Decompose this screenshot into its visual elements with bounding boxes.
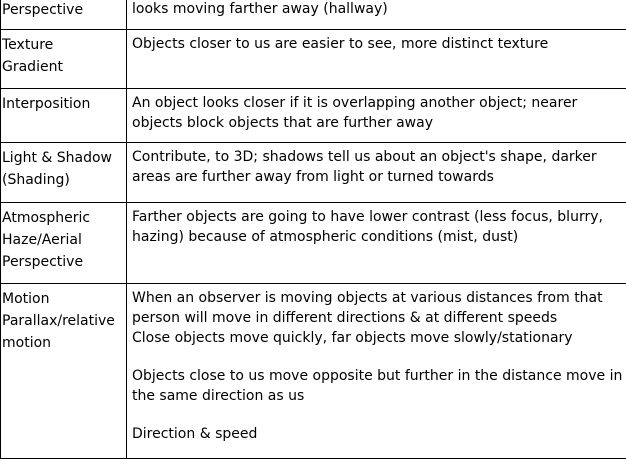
table-row (1, 143, 626, 203)
description-cell (127, 284, 626, 459)
description-cell (127, 89, 626, 143)
description-text: the same direction as us (132, 386, 626, 406)
term-text: (Shading) (2, 169, 126, 191)
paragraph-gap (132, 406, 626, 424)
description-text: objects block objects that are further away (132, 113, 626, 133)
term-cell (1, 30, 127, 89)
paragraph-gap (132, 348, 626, 366)
description-text: Farther objects are going to have lower contrast (less focus, blurry, (132, 207, 626, 227)
term-text: Perspective (2, 0, 126, 21)
term-text: Motion (2, 288, 126, 310)
description-text: When an observer is moving objects at various distances from that (132, 288, 626, 308)
description-text: areas are further away from light or turned towards (132, 167, 626, 187)
term-text: Interposition (2, 93, 126, 115)
table-row (1, 30, 626, 89)
description-cell (127, 30, 626, 89)
description-text: looks moving farther away (hallway) (132, 0, 626, 19)
term-cell (1, 203, 127, 284)
term-text: Atmospheric (2, 207, 126, 229)
description-text: Close objects move quickly, far objects move slowly/stationary (132, 328, 626, 348)
description-text: Objects closer to us are easier to see, more distinct texture (132, 34, 626, 54)
term-text: Perspective (2, 251, 126, 273)
description-text: An object looks closer if it is overlapping another object; nearer (132, 93, 626, 113)
term-cell (1, 143, 127, 203)
term-text: Texture (2, 34, 126, 56)
table-row (1, 0, 626, 30)
description-cell (127, 0, 626, 30)
table-row (1, 203, 626, 284)
term-text: motion (2, 332, 126, 354)
term-cell (1, 284, 127, 459)
description-text: person will move in different directions & at different speeds (132, 308, 626, 328)
description-text: hazing) because of atmospheric conditions (mist, dust) (132, 227, 626, 247)
description-text: Objects close to us move opposite but further in the distance move in (132, 366, 626, 386)
description-text: Contribute, to 3D; shadows tell us about an object's shape, darker (132, 147, 626, 167)
term-text: Light & Shadow (2, 147, 126, 169)
table-row (1, 89, 626, 143)
description-text: Direction & speed (132, 424, 626, 444)
term-text: Parallax/relative (2, 310, 126, 332)
term-text: Gradient (2, 56, 126, 78)
term-cell (1, 0, 127, 30)
term-text: Haze/Aerial (2, 229, 126, 251)
description-cell (127, 143, 626, 203)
term-cell (1, 89, 127, 143)
description-cell (127, 203, 626, 284)
table-row (1, 284, 626, 459)
